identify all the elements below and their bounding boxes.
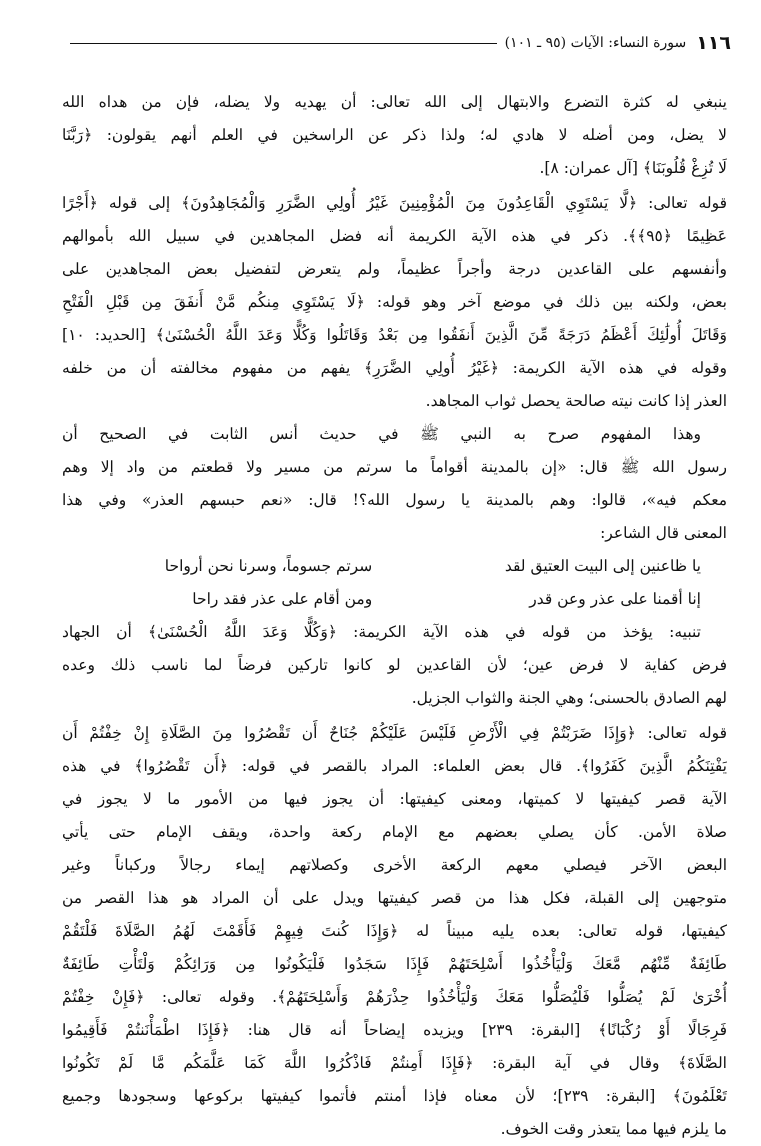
text-line: لهم الصادق بالحسنى؛ وهي الجنة والثواب الجزيل. [411, 689, 727, 707]
text-line: لا يضل، ومن أضله لا هادي له؛ ولذا ذكر عن الراسخين في العلم أنهم يقولون: ﴿رَبَّنَا [62, 126, 727, 144]
poem-verse [62, 583, 727, 616]
text-line: معكم فيه»، قالوا: وهم بالمدينة يا رسول الله؟! قال: «نعم حبسهم العذر» وفي هذا [62, 491, 727, 509]
page-number: ١١٦ [696, 32, 731, 54]
text-line: الآية قصر كيفيتها لا كميتها، ومعنى كيفيتها: أن يجوز فيها من الأمور ما لا يجوز في [62, 790, 727, 808]
text-line: فرض كفاية لا فرض عين؛ لأن القاعدين لو كانوا تاركين فرضاً لما ناسب ذلك وعده [62, 656, 727, 674]
text-line: قوله تعالى: ﴿وَإِذَا ضَرَبْتُمْ فِي الْأَرْضِ فَلَيْسَ عَلَيْكُمْ جُنَاحٌ أَن تَقْصُرُوا مِنَ الصَّلَاةِ إِنْ خِفْتُمْ أَن [62, 724, 727, 742]
poem-hemistich: ومن أقام على عذر فقد راحا [192, 590, 373, 608]
text-line: البعض الآخر فيصلي معهم الركعة الأخرى وكصلاتهم إيماء رجالاً وركباناً وغير [62, 856, 727, 874]
text-line: وهذا المفهوم صرح به النبي ﷺ في حديث أنس الثابت في الصحيح أن [62, 425, 701, 443]
text-line: فَرِجَالًا أَوْ رُكْبَانًا﴾ [البقرة: ٢٣٩] ويزيده إيضاحاً أنه قال هنا: ﴿فَإِذَا اطْمَأْنَنتُمْ فَأَقِيمُوا [62, 1021, 727, 1039]
text-line: يَفْتِنَكُمُ الَّذِينَ كَفَرُوا﴾. قال بعض العلماء: المراد بالقصر في قوله: ﴿أَن تَقْصُرُوا﴾ في هذه [62, 757, 727, 775]
page-body [62, 86, 727, 1146]
poem-hemistich: سرتم جسوماً، وسرنا نحن أرواحا [164, 557, 373, 575]
text-line: وقوله في هذه الآية الكريمة: ﴿غَيْرُ أُولِي الضَّرَرِ﴾ يفهم من مفهوم مخالفته أن من خلفه [62, 359, 727, 377]
text-line: ما يلزم فيها مما يتعذر وقت الخوف. [500, 1120, 727, 1138]
text-line: كيفيتها، قوله تعالى: بعده يليه مبيناً له ﴿وَإِذَا كُنتَ فِيهِمْ فَأَقَمْتَ لَهُمُ الصَّلَاةَ فَلْتَقُمْ [62, 922, 727, 940]
text-line: بعض، ولكنه بين ذلك في موضع آخر وهو قوله: ﴿لَا يَسْتَوِي مِنكُم مَّنْ أَنفَقَ مِن قَبْلِ الْفَتْحِ [62, 293, 727, 311]
text-line: العذر إذا كانت نيته صالحة يحصل ثواب المجاهد. [425, 392, 727, 410]
running-title: سورة النساء: الآيات (٩٥ ـ ١٠١) [504, 35, 687, 51]
text-line: تنبيه: يؤخذ من قوله في هذه الآية الكريمة: ﴿وَكُلًّا وَعَدَ اللَّهُ الْحُسْنَىٰ﴾ أن الجهاد [62, 623, 701, 641]
poem-hemistich: إنا أقمنا على عذر وعن قدر [529, 590, 701, 608]
poem-hemistich: يا ظاعنين إلى البيت العتيق لقد [504, 557, 701, 575]
text-line: وأنفسهم على القاعدين درجة وأجراً عظيماً، ولم يتعرض لتفضيل بعض المجاهدين على [62, 260, 727, 278]
text-line: ينبغي له كثرة التضرع والابتهال إلى الله تعالى: أن يهديه ولا يضله، فإن من هداه الله [62, 93, 727, 111]
text-line: متوجهين إلى القبلة، فكل هذا من قصر كيفيتها ويدل على أن المراد هو هذا القصر من [62, 889, 727, 907]
text-line: وَقَاتَلَ أُولَٰئِكَ أَعْظَمُ دَرَجَةً مِّنَ الَّذِينَ أَنفَقُوا مِن بَعْدُ وَقَاتَلُوا وَكُلًّا وَعَدَ اللَّهُ الْحُسْنَىٰ﴾ [الحديد: ١٠] [62, 326, 727, 344]
page-header [62, 28, 731, 58]
text-line: الصَّلَاةَ﴾ وقال في آية البقرة: ﴿فَإِذَا أَمِنتُمْ فَاذْكُرُوا اللَّهَ كَمَا عَلَّمَكُم مَّا لَمْ تَكُونُوا [62, 1054, 727, 1072]
text-line: صلاة الأمن. كأن يصلي بعضهم مع الإمام ركعة واحدة، ويقف الإمام حتى يأتي [62, 823, 727, 841]
text-line: أُخْرَىٰ لَمْ يُصَلُّوا فَلْيُصَلُّوا مَعَكَ وَلْيَأْخُذُوا حِذْرَهُمْ وَأَسْلِحَتَهُمْ﴾. وقوله تعالى: ﴿فَإِنْ خِفْتُمْ [62, 988, 727, 1006]
text-line: المعنى قال الشاعر: [600, 524, 727, 542]
text-line: طَائِفَةٌ مِّنْهُم مَّعَكَ وَلْيَأْخُذُوا أَسْلِحَتَهُمْ فَإِذَا سَجَدُوا فَلْيَكُونُوا مِن وَرَائِكُمْ وَلْتَأْتِ طَائِفَةٌ [62, 955, 727, 973]
text-line: تَعْلَمُونَ﴾ [البقرة: ٢٣٩]؛ لأن معناه فإذا أمنتم فأتموا كيفيتها بركوعها وسجودها وجميع [62, 1087, 727, 1105]
poem-verse [62, 550, 727, 583]
text-line: عَظِيمًا ﴿٩٥﴾﴾. ذكر في هذه الآية الكريمة أنه فضل المجاهدين في سبيل الله بأموالهم [62, 227, 727, 245]
text-line: رسول الله ﷺ قال: «إن بالمدينة أقواماً ما سرتم من مسير ولا قطعتم من واد إلا وهم [62, 458, 727, 476]
text-line: قوله تعالى: ﴿لَّا يَسْتَوِي الْقَاعِدُونَ مِنَ الْمُؤْمِنِينَ غَيْرُ أُولِي الضَّرَرِ وَالْمُجَاهِدُونَ﴾ إلى قوله ﴿أَجْرًا [62, 194, 727, 212]
header-rule [70, 43, 497, 44]
text-line: لَا تُزِغْ قُلُوبَنَا﴾ [آل عمران: ٨]. [539, 159, 727, 177]
